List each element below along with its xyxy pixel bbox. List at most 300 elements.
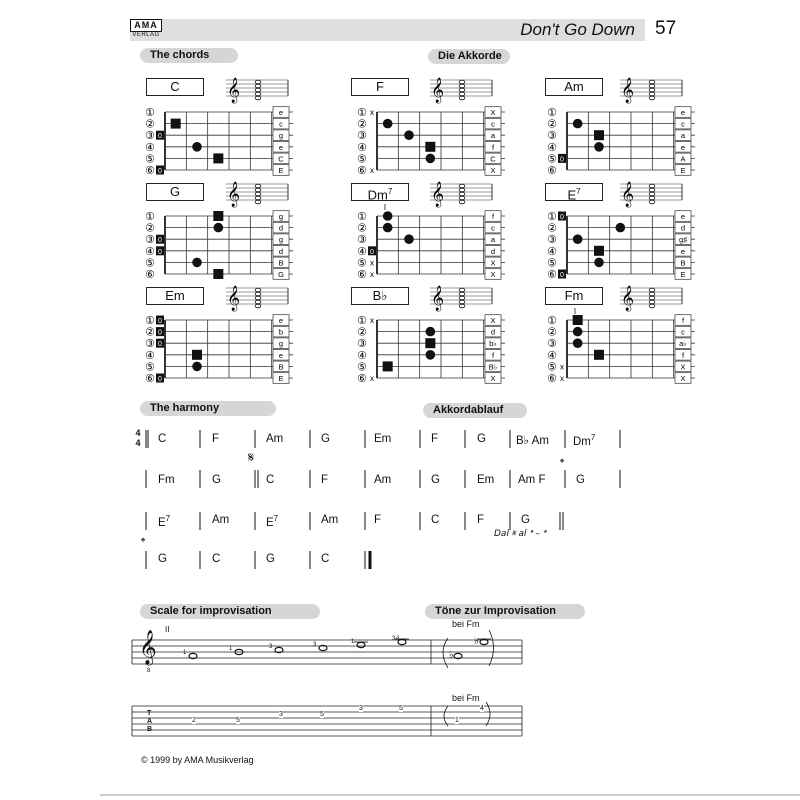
string-number: ⑥: [145, 164, 155, 177]
string-note: d: [278, 246, 284, 256]
finger-square: [594, 246, 604, 256]
string-note: e: [278, 142, 284, 152]
string-note: e: [680, 212, 686, 221]
chord-note: [459, 300, 465, 304]
string-note: c: [681, 327, 685, 337]
muted-string-marker: x: [560, 362, 564, 372]
chord-sup: 7: [576, 187, 581, 196]
string-number: ④: [357, 348, 367, 362]
chord-name: E: [567, 187, 577, 203]
string-note: A: [680, 154, 686, 164]
finger-number: 1: [351, 639, 355, 645]
finger-square: [594, 130, 604, 140]
string-number: ⑥: [547, 164, 557, 177]
finger-square: [171, 119, 181, 129]
chord-note: [649, 292, 655, 296]
finger-dot: [594, 142, 604, 152]
string-note: B: [278, 362, 284, 372]
string-note: e: [278, 316, 284, 325]
finger-square: [192, 350, 202, 360]
chord-name: Dm: [573, 435, 591, 448]
time-top: 4: [135, 428, 141, 438]
tab-number: 4: [480, 705, 484, 712]
mini-staff: [430, 285, 492, 311]
open-string-text: 0: [158, 237, 162, 245]
chord-box-em: Em: [146, 287, 204, 305]
string-number: ①: [547, 210, 557, 223]
treble-clef-icon: 𝄞: [227, 286, 241, 311]
open-string-text: 0: [158, 133, 162, 141]
string-number: ②: [145, 325, 155, 339]
mini-staff: [226, 181, 288, 207]
finger-dot: [192, 362, 202, 372]
chord-note: [459, 288, 465, 292]
string-note: X: [680, 374, 686, 383]
string-number: ⑥: [547, 268, 557, 281]
harmony-chord: G: [158, 553, 167, 565]
fret-position-mark: I: [573, 307, 577, 316]
muted-string-marker: x: [370, 374, 374, 383]
coda-sign: 𝄌: [141, 535, 146, 549]
chord-note: [255, 84, 261, 88]
string-note: c: [681, 119, 685, 129]
chord-diagram: [547, 210, 695, 281]
finger-dot: [404, 130, 414, 140]
logo-bottom: VERLAG: [132, 32, 160, 38]
clef-eight: 8: [147, 668, 151, 674]
mini-staff: [620, 77, 682, 103]
mini-staff: [226, 285, 288, 311]
harmony-chord: Am: [321, 514, 339, 526]
chord-note: [459, 188, 465, 192]
section-scale-de: Töne zur Improvisation: [425, 604, 585, 619]
string-note: f: [681, 316, 685, 325]
position-mark: II: [165, 625, 170, 634]
harmony-chord: Am: [266, 433, 284, 445]
chord-note: [255, 196, 261, 200]
harmony-chord: F: [477, 514, 485, 526]
muted-string-marker: x: [560, 374, 564, 383]
tab-number: 3: [359, 705, 363, 712]
string-number: ③: [357, 233, 367, 247]
chord-note: [459, 196, 465, 200]
tab-letter: T: [147, 710, 152, 717]
string-number: ②: [547, 221, 557, 235]
page-title: Don't Go Down: [520, 20, 635, 39]
harmony-chord: G: [576, 474, 585, 486]
chord-note: [459, 200, 465, 204]
treble-clef-icon: 𝄞: [621, 182, 635, 207]
string-number: ④: [547, 348, 557, 362]
harmony-chord: G: [477, 433, 486, 445]
chord-note: [459, 92, 465, 96]
chord-note: [255, 188, 261, 192]
chord-note: [649, 304, 655, 308]
finger-dot: [214, 223, 224, 233]
string-number: ①: [145, 210, 155, 223]
string-note: g: [278, 235, 284, 245]
string-note: c: [491, 119, 495, 129]
chord-note: [649, 196, 655, 200]
string-number: ③: [547, 233, 557, 247]
string-number: ①: [145, 314, 155, 327]
string-note: g♯: [679, 235, 687, 245]
chord-note: [255, 88, 261, 92]
harmony-chord-dm7: [573, 433, 595, 448]
string-note: X: [490, 258, 496, 268]
harmony-chord: F: [431, 433, 439, 445]
finger-number: 1: [229, 646, 233, 652]
string-note: X: [490, 374, 496, 383]
finger-square: [573, 315, 583, 325]
string-note: a♭: [679, 339, 687, 349]
flat-sign: ♭: [449, 650, 454, 661]
string-note: C: [490, 154, 496, 164]
finger-number: 3: [269, 644, 273, 650]
muted-string-marker: x: [370, 108, 374, 117]
chord-note: [255, 200, 261, 204]
chord-box-c: C: [146, 78, 204, 96]
section-harmony-en: The harmony: [140, 401, 276, 416]
bei-fm-tab-label: bei Fm: [452, 693, 480, 703]
chord-note: [255, 296, 261, 300]
mini-staff: [620, 181, 682, 207]
finger-number: 1: [183, 650, 187, 656]
chord-name: E: [158, 516, 166, 529]
finger-dot: [573, 327, 583, 337]
chord-note: [459, 84, 465, 88]
harmony-chord: F: [212, 433, 220, 445]
time-bottom: 4: [135, 438, 141, 448]
chord-diagram: [547, 106, 695, 177]
finger-dot: [383, 119, 393, 129]
string-number: ⑥: [145, 372, 155, 385]
tab-number: 1: [455, 717, 459, 724]
string-note: B♭: [488, 362, 498, 372]
mini-staff: [430, 181, 492, 207]
string-note: X: [490, 166, 496, 175]
chord-note: [255, 288, 261, 292]
finger-dot: [573, 119, 583, 129]
finger-dot: [594, 258, 604, 268]
finger-square: [425, 142, 435, 152]
string-note: d: [490, 327, 496, 337]
string-number: ④: [547, 140, 557, 154]
page-number: 57: [655, 18, 677, 39]
mini-staff: [620, 285, 682, 311]
chord-note: [459, 192, 465, 196]
chord-note: [649, 200, 655, 204]
muted-string-marker: x: [370, 166, 374, 175]
string-note: E: [278, 166, 284, 175]
muted-string-marker: x: [370, 258, 374, 268]
bei-fm-label: bei Fm: [452, 619, 480, 629]
mini-staff: [430, 77, 492, 103]
chord-note: [255, 96, 261, 100]
string-note: g: [278, 339, 284, 349]
section-chords-en: The chords: [140, 48, 238, 63]
chord-name: E: [266, 516, 274, 529]
harmony-chord: G: [321, 433, 330, 445]
finger-dot: [383, 211, 393, 221]
string-number: ②: [357, 221, 367, 235]
finger-square: [213, 211, 223, 221]
string-number: ④: [357, 140, 367, 154]
chord-sup: 7: [387, 187, 393, 196]
chord-diagram: [357, 106, 505, 177]
string-number: ②: [357, 325, 367, 339]
flat-sign: ♭: [474, 636, 479, 647]
string-number: ⑤: [145, 360, 155, 374]
chord-note: [255, 304, 261, 308]
string-note: b: [278, 327, 284, 337]
harmony-chord: G: [266, 553, 275, 565]
harmony-chord: Am: [374, 474, 392, 486]
string-note: G: [278, 270, 284, 279]
tab-letter: B: [147, 726, 153, 733]
harmony-chord: Em: [477, 474, 495, 486]
chord-note: [459, 96, 465, 100]
tab-number: 5: [236, 717, 240, 724]
chord-note: [255, 80, 261, 84]
dal-segno-text: Dal 𝄋 al 𝄌 – 𝄌: [494, 529, 546, 539]
chord-note: [649, 80, 655, 84]
string-note: e: [278, 350, 284, 360]
treble-clef-icon: 𝄞: [621, 78, 635, 103]
treble-clef-icon: 𝄞: [431, 182, 445, 207]
chord-note: [255, 92, 261, 96]
string-note: X: [490, 108, 496, 117]
open-string-text: 0: [158, 329, 162, 337]
logo-top: AMA: [130, 19, 162, 32]
chord-sup: 7: [590, 433, 596, 442]
string-number: ④: [145, 244, 155, 258]
finger-dot: [573, 338, 583, 348]
open-string-text: 0: [158, 248, 162, 256]
finger-dot: [573, 234, 583, 244]
string-number: ⑤: [547, 256, 557, 270]
string-number: ⑤: [357, 152, 367, 166]
finger-square: [594, 350, 604, 360]
harmony-chord: Am F: [518, 474, 546, 486]
string-number: ⑥: [357, 268, 367, 281]
string-number: ①: [145, 106, 155, 119]
string-number: ⑤: [145, 256, 155, 270]
chord-diagram: [145, 210, 293, 281]
open-string-text: 0: [370, 248, 374, 256]
string-note: C: [278, 154, 284, 164]
finger-square: [383, 361, 393, 371]
treble-clef-icon: 𝄞: [431, 78, 445, 103]
finger-dot: [426, 327, 436, 337]
chord-sup: 7: [165, 514, 171, 523]
string-note: e: [278, 108, 284, 117]
chord-note: [459, 80, 465, 84]
harmony-chord: Em: [374, 433, 392, 445]
string-number: ③: [547, 129, 557, 143]
harmony-chord: G: [521, 514, 530, 526]
chord-note: [459, 184, 465, 188]
chord-diagram: [145, 314, 293, 385]
fret-position-mark: I: [383, 203, 387, 212]
string-number: ⑤: [547, 152, 557, 166]
section-harmony-de: Akkordablauf: [423, 403, 527, 418]
string-note: e: [680, 142, 686, 152]
copyright: © 1999 by AMA Musikverlag: [141, 755, 254, 765]
tab-number: 3: [279, 711, 283, 718]
chord-note: [255, 184, 261, 188]
segno-sign: 𝄋: [248, 450, 255, 466]
string-note: e: [680, 246, 686, 256]
string-number: ③: [357, 337, 367, 351]
string-note: E: [680, 270, 686, 279]
finger-dot: [383, 223, 393, 233]
chord-diagram: [357, 210, 505, 281]
string-number: ②: [547, 325, 557, 339]
string-note: a: [490, 131, 496, 141]
finger-square: [425, 338, 435, 348]
string-number: ④: [145, 348, 155, 362]
muted-string-marker: x: [370, 316, 374, 325]
harmony-chord-e7: [266, 514, 278, 529]
harmony-chord: C: [212, 553, 221, 565]
time-signature: [133, 428, 143, 448]
string-number: ④: [547, 244, 557, 258]
string-note: f: [681, 350, 685, 360]
harmony-chord: C: [321, 553, 330, 565]
string-note: E: [278, 374, 284, 383]
string-number: ⑤: [357, 256, 367, 270]
string-number: ①: [357, 210, 367, 223]
finger-number: 4: [396, 636, 400, 642]
open-string-text: 0: [158, 341, 162, 349]
chord-note: [459, 292, 465, 296]
string-number: ⑤: [547, 360, 557, 374]
open-string-text: 0: [158, 168, 162, 175]
string-number: ②: [357, 117, 367, 131]
chord-diagram: [547, 314, 695, 385]
string-number: ⑥: [145, 268, 155, 281]
chord-diagrams: [145, 106, 695, 385]
harmony-chord: Am: [212, 514, 230, 526]
string-number: ②: [547, 117, 557, 131]
string-note: c: [279, 119, 283, 129]
tab-number: 5: [320, 711, 324, 718]
string-note: X: [490, 270, 496, 279]
string-note: d: [278, 223, 284, 233]
finger-square: [213, 269, 223, 279]
string-note: B: [680, 258, 686, 268]
string-number: ⑥: [357, 164, 367, 177]
finger-number: 3: [313, 642, 317, 648]
string-number: ③: [357, 129, 367, 143]
treble-clef-icon: 𝄞: [621, 286, 635, 311]
coda-sign: 𝄌: [560, 456, 565, 470]
chord-note: [459, 304, 465, 308]
finger-dot: [426, 154, 436, 164]
chord-box-am: Am: [545, 78, 603, 96]
tab-number: 5: [399, 705, 403, 712]
string-note: c: [491, 223, 495, 233]
string-note: a: [680, 131, 686, 141]
tab-letter: A: [147, 718, 153, 725]
chord-note: [649, 84, 655, 88]
string-number: ③: [145, 233, 155, 247]
harmony-chord-e7: [158, 514, 170, 529]
finger-number: 3: [392, 636, 396, 642]
harmony-chord: C: [158, 433, 167, 445]
harmony-chord: F: [374, 514, 382, 526]
string-note: X: [490, 316, 496, 325]
harmony-chord: C: [431, 514, 440, 526]
chord-note: [649, 288, 655, 292]
chord-note: [649, 96, 655, 100]
tab-number: 2: [192, 717, 196, 724]
scale-staff: [132, 640, 522, 664]
string-note: B: [278, 258, 284, 268]
finger-dot: [616, 223, 626, 233]
finger-dot: [192, 258, 202, 268]
section-scale-en: Scale for improvisation: [140, 604, 320, 619]
chord-name: Dm: [367, 187, 388, 203]
chord-diagram: [357, 314, 505, 385]
open-string-text: 0: [158, 376, 162, 383]
chord-box-fm: Fm: [545, 287, 603, 305]
string-note: g: [278, 212, 284, 221]
chord-box-g: G: [146, 183, 204, 201]
chord-note: [649, 184, 655, 188]
open-string-text: 0: [158, 318, 162, 325]
tab-staff: [132, 706, 522, 736]
chord-sup: 7: [273, 514, 279, 523]
string-number: ⑥: [547, 372, 557, 385]
string-number: ③: [145, 129, 155, 143]
finger-dot: [426, 350, 436, 360]
string-number: ①: [547, 106, 557, 119]
harmony-chord: F: [321, 474, 329, 486]
string-note: X: [680, 362, 686, 372]
treble-clef-icon: 𝄞: [431, 286, 445, 311]
string-note: b♭: [489, 339, 497, 349]
string-number: ④: [357, 244, 367, 258]
string-note: f: [491, 350, 495, 360]
chord-note: [649, 88, 655, 92]
string-number: ①: [547, 314, 557, 327]
string-note: f: [491, 142, 495, 152]
string-note: e: [680, 108, 686, 117]
treble-clef-icon: 𝄞: [227, 78, 241, 103]
chord-diagram: [145, 106, 293, 177]
string-number: ③: [145, 337, 155, 351]
harmony-chord: C: [266, 474, 275, 486]
open-string-text: 0: [560, 156, 564, 164]
harmony-chord: G: [212, 474, 221, 486]
muted-string-marker: x: [370, 270, 374, 279]
chord-note: [649, 192, 655, 196]
finger-square: [213, 153, 223, 163]
harmony-chord: G: [431, 474, 440, 486]
section-chords-de: Die Akkorde: [428, 49, 510, 64]
string-number: ①: [357, 314, 367, 327]
string-number: ⑥: [357, 372, 367, 385]
string-number: ②: [145, 221, 155, 235]
string-note: f: [491, 212, 495, 221]
string-number: ③: [547, 337, 557, 351]
chord-box-bb: B♭: [351, 287, 409, 305]
chord-note: [255, 192, 261, 196]
treble-clef-icon: 𝄞: [139, 630, 157, 665]
string-note: d: [490, 246, 496, 256]
